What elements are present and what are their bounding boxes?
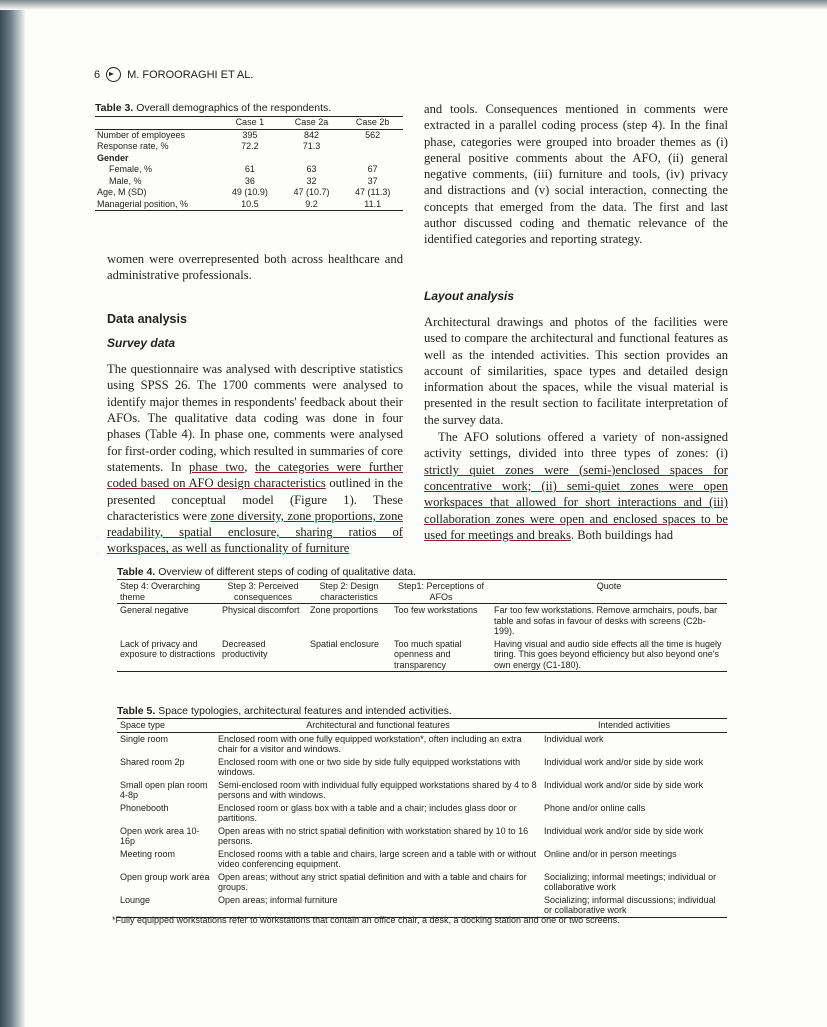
table-cell: Socializing; informal meetings; individual or collaborative work xyxy=(544,871,717,892)
running-author: M. FOROORAGHI ET AL. xyxy=(127,68,254,81)
table-cell: Shared room 2p xyxy=(120,756,185,767)
table-cell: Individual work and/or side by side work xyxy=(544,779,704,790)
table-row xyxy=(117,894,727,918)
table-cell: 562 xyxy=(365,129,381,140)
table-cell xyxy=(219,153,281,165)
table-cell: Physical discomfort xyxy=(222,605,300,615)
table-cell: Response rate, % xyxy=(97,141,169,151)
table-cell: Online and/or in person meetings xyxy=(544,848,677,859)
table-cell: 47 (10.7) xyxy=(293,187,330,197)
table-cell: Lounge xyxy=(120,894,151,905)
table-cell: Open areas with no strict spatial definition with workstation shared by 10 to 16 persons. xyxy=(218,825,529,846)
table-cell xyxy=(342,153,403,165)
table-cell: Socializing; informal discussions; individual or collaborative work xyxy=(544,894,716,915)
table-row xyxy=(117,825,727,848)
table-cell: 63 xyxy=(306,164,317,174)
table-cell: Gender xyxy=(97,152,129,163)
table-cell: Too much spatial openness and transparency xyxy=(394,638,462,670)
table-cell: Enclosed room with one fully equipped workstation*, often including an extra chair for a visitor and windows. xyxy=(218,733,522,754)
paragraph: and tools. Consequences mentioned in comments were extracted in a parallel coding process (step 4). In the final phase, categories were grouped into broader themes as (i) general positive comments about the AFO, (ii) general negative comments, (iii) furniture and tools, (iv) privacy and distractions and (v) social interaction, connecting the concepts that emerged from the data. The first and last author discussed coding and thematic relevance of the identified categories and reporting strategy. xyxy=(424,102,728,247)
table-row xyxy=(95,176,403,188)
table-cell: 71.3 xyxy=(302,141,321,151)
running-header xyxy=(94,67,253,82)
table-row xyxy=(117,848,727,871)
table-cell: 36 xyxy=(244,175,255,186)
table-cell: 67 xyxy=(367,164,378,174)
subsection-heading-layout-analysis: Layout analysis xyxy=(424,288,515,303)
table-cell: Male, % xyxy=(109,175,142,186)
table-cell: 842 xyxy=(303,129,320,140)
table-cell: 9.2 xyxy=(305,198,318,209)
table-cell: 32 xyxy=(306,175,317,186)
table-cell: Small open plan room 4-8p xyxy=(120,779,208,800)
table-row xyxy=(95,141,403,153)
table-cell: 47 (11.3) xyxy=(354,187,391,197)
table-row xyxy=(117,604,727,638)
table-cell: Zone proportions xyxy=(310,605,379,615)
table-row xyxy=(95,187,403,199)
section-heading-data-analysis: Data analysis xyxy=(107,311,187,326)
table-5: Table 5. Space typologies, architectural features and intended activities. Space type Architectural and functional features Intended activities Single room Enclosed room with one fully equipped workstation*, often including an extra chair for a visitor and windows. Individual work Shared room 2p Enclosed room with one or two side by side fully equipped workstations with windows. Individual work and/or side by side work Small open plan room 4-8p Semi-enclosed room with individual fully equipped workstations shared by 4 to 8 persons and with windows. Individual work and/or side by side work Phonebooth Enclosed room or glass box with a table and a chair; includes glass door or partitions. Phone and/or online calls Open work area 10-16p Open areas with no strict spatial definition with workstation shared by 10 to 16 persons. Individual work and/or side by side work Meeting room Enclosed rooms with a table and chairs, large screen and a table with or without video conferencing equipment. Online and/or in person meetings Open group work area Open areas; without any strict spatial definition and with a table and chairs for groups. Socializing; informal meetings; individual or collaborative work Lounge Open areas; informal furniture Socializing; informal discussions; individual or collaborative work xyxy=(117,705,727,918)
table-cell: Phone and/or online calls xyxy=(544,802,646,813)
table-4: Table 4. Overview of different steps of coding of qualitative data. Step 4: Overarching theme Step 3: Perceived consequences Step 2: Design characteristics Step1: Perceptions of AFOs Quote General negative Physical discomfort Zone proportions Too few workstations Far too few workstations. Remove armchairs, poufs, bar table and sofas in favour of desks with screens (C2b-199). Lack of privacy and exposure to distractions Decreased productivity Spatial enclosure Too much spatial openness and transparency Having visual and audio side effects all the time is hugely tiring. This goes beyond efficiency but also beyond one's own energy (C1-180). xyxy=(117,566,727,672)
table-cell: Open areas; without any strict spatial definition and with a table and chairs for groups. xyxy=(218,871,527,892)
table-5-caption: Table 5. Space typologies, architectural features and intended activities. xyxy=(117,705,452,717)
table-cell: Individual work and/or side by side work xyxy=(544,756,704,767)
table-cell: Spatial enclosure xyxy=(310,638,380,649)
table-cell xyxy=(281,153,343,165)
table-cell: Number of employees xyxy=(97,129,186,140)
paragraph: Architectural drawings and photos of the facilities were used to compare the architectural and functional features as well as the intended activities. This section provides an account of similarities, space types and detailed design information about the spaces, while the visual material is presented in the result section to facilitate interpretation of the survey data. xyxy=(424,314,728,427)
table-row xyxy=(117,779,727,802)
table-cell: General negative xyxy=(120,605,189,615)
table-cell: Open group work area xyxy=(120,871,210,882)
table-row xyxy=(117,732,727,756)
table-row xyxy=(117,802,727,825)
journal-logo-icon xyxy=(106,67,121,82)
table-cell: Open areas; informal furniture xyxy=(218,894,338,905)
table-cell: Decreased productivity xyxy=(222,638,268,659)
table-cell: Meeting room xyxy=(120,848,176,859)
table-cell: 49 (10.9) xyxy=(231,187,268,197)
paragraph: women were overrepresented both across healthcare and administrative professionals. xyxy=(107,252,403,283)
table-cell: Having visual and audio side effects all the time is hugely tiring. This goes beyond efficiency but also beyond one's own energy (C1-180). xyxy=(494,638,722,670)
table-cell: Individual work xyxy=(544,733,604,744)
table-cell: Individual work and/or side by side work xyxy=(544,825,704,836)
table-3: Table 3. Overall demographics of the respondents. Case 1 Case 2a Case 2b Number of employees 395 842 562 Response rate, % 72.2 71.3 Gender Female, % 61 63 67 Male, % 36 32 37 Age, M (SD) 49 (10.9) 47 (10.7) 47 (11.3) Managerial position, % 10.5 9.2 11.1 xyxy=(95,102,405,211)
table-cell: Female, % xyxy=(109,164,153,174)
table-cell: Single room xyxy=(120,733,169,744)
table-cell: 72.2 xyxy=(241,141,259,151)
table-cell: Managerial position, % xyxy=(97,198,189,209)
table-5-footnote: *Fully equipped workstations refer to workstations that contain an office chair, a desk, a docking station and one or two screens. xyxy=(112,915,620,925)
table-row xyxy=(95,129,403,141)
table-row xyxy=(95,153,403,165)
table-cell: Enclosed room with one or two side by side fully equipped workstations with windows. xyxy=(218,756,521,777)
paragraph: The AFO solutions offered a variety of non-assigned activity settings, divided into three types of zones: (i) strictly quiet zones were (semi-)enclosed spaces for concentrative work; (ii) semi-quiet zones were open workspaces that allowed for short interactions and (iii) collaboration zones were open and enclosed spaces to be used for meetings and breaks. Both buildings had xyxy=(424,430,728,542)
table-row xyxy=(117,638,727,672)
table-cell: 61 xyxy=(244,164,255,174)
table-cell: Far too few workstations. Remove armchairs, poufs, bar table and sofas in favour of desks with screens (C2b-199). xyxy=(494,605,718,636)
table-4-caption: Table 4. Overview of different steps of coding of qualitative data. xyxy=(117,566,417,578)
paragraph: The questionnaire was analysed with descriptive statistics using SPSS 26. The 1700 comments were analysed to identify major themes in respondents' feedback about their AFOs. The qualitative data coding was done in four phases (Table 4). In phase one, comments were analysed for first-order coding, which resulted in summaries of core statements. In phase two, the categories were further coded based on AFO design characteristics outlined in the presented conceptual model (Figure 1). These characteristics were zone diversity, zone proportions, zone readability, spatial enclosure, sharing ratios of workspaces, as well as functionality of furniture xyxy=(107,362,404,556)
table-cell: 11.1 xyxy=(364,198,382,209)
left-column xyxy=(107,251,403,557)
table-row xyxy=(95,199,403,211)
table-cell: Age, M (SD) xyxy=(97,187,147,197)
scan-border-top xyxy=(0,0,827,10)
table-cell: 37 xyxy=(367,175,378,186)
right-column xyxy=(424,101,728,543)
table-cell: 395 xyxy=(242,129,258,140)
page-number: 6 xyxy=(94,68,101,81)
table-cell: Semi-enclosed room with individual fully equipped workstations shared by 4 to 8 persons and with windows. xyxy=(218,779,537,800)
table-cell: 10.5 xyxy=(241,198,259,209)
table-cell: Open work area 10-16p xyxy=(120,825,200,846)
table-cell: Phonebooth xyxy=(120,802,169,813)
table-cell: Lack of privacy and exposure to distractions xyxy=(120,638,216,659)
table-cell: Enclosed rooms with a table and chairs, large screen and a table with or without video conferencing equipment. xyxy=(218,848,537,869)
scan-border-left xyxy=(0,0,26,1027)
subsection-heading-survey-data: Survey data xyxy=(107,335,176,350)
table-row xyxy=(95,164,403,176)
table-row xyxy=(117,871,727,894)
table-row xyxy=(117,756,727,779)
table-cell xyxy=(342,141,403,153)
table-cell: Too few workstations xyxy=(394,605,478,615)
table-cell: Enclosed room or glass box with a table and a chair; includes glass door or partitions. xyxy=(218,802,517,823)
table-3-caption: Table 3. Overall demographics of the respondents. xyxy=(95,102,332,114)
